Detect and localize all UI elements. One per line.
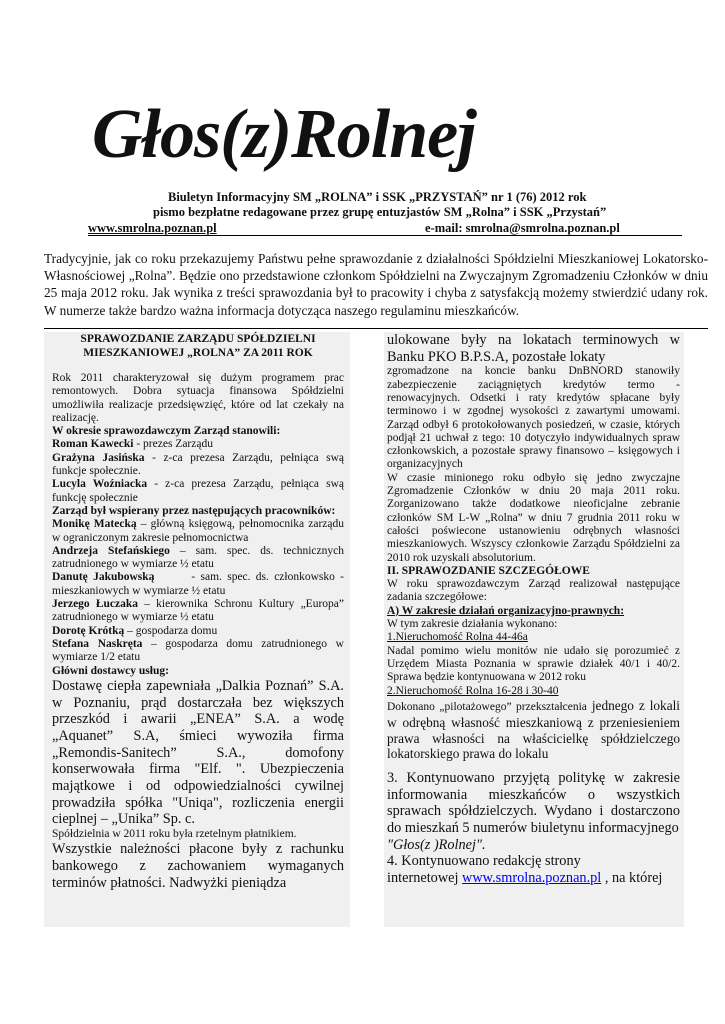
website-paragraph: [387, 870, 680, 887]
staff-member: [52, 518, 344, 545]
staff-member-name: Andrzeja Stefańskiego: [52, 544, 170, 557]
staff-member: [52, 598, 344, 625]
section-divider: [44, 328, 708, 329]
suppliers-paragraph: Dostawę ciepła zapewniała „Dalkia Poznań” S.A. w Poznaniu, prąd dostarczała bez większych przeszkód i awarii „ENEA” S.A. a wodę „Aquanet” S.A, śmieci wywoziła firma „Remondis-Sanitech” S.A., domofony konserwowała firma "Elf. ". Ubezpieczenia majątkowe i od odpowiedzialności cywilnej prowadziła spółka "Uniqa", rozliczenia energii cieplnej – „Unika” Sp. c.: [52, 677, 344, 828]
website-text-start: internetowej: [387, 870, 463, 887]
website-item: 4. Kontynuowano redakcję strony: [387, 853, 581, 870]
email-contact: e-mail: smrolna@smrolna.poznan.pl: [425, 221, 620, 235]
report-title: SPRAWOZDANIE ZARZĄDU SPÓŁDZIELNI MIESZKANIOWEJ „ROLNA” ZA 2011 ROK: [80, 333, 316, 359]
board-member-name: Roman Kawecki: [52, 438, 134, 451]
report-intro-paragraph: Rok 2011 charakteryzował się dużym programem prac remontowych. Dobra sytuacja finansowa Spółdzielni umożliwiła realizacje przedsięwzięć, które od lat czekały na realizację.: [52, 372, 344, 424]
board-member: [52, 478, 344, 505]
header-divider: [88, 235, 682, 236]
staff-member: [52, 638, 344, 665]
staff-member: [52, 571, 347, 598]
staff-member-name: Dorotę Krótką: [52, 624, 125, 637]
section-heading-detailed: II. SPRAWOZDANIE SZCZEGÓŁOWE: [387, 564, 590, 577]
deposits-paragraph: ulokowane były na lokatach terminowych w Banku PKO B.P.S.A, pozostałe lokaty: [387, 332, 680, 365]
staff-member-role: – gospodarza domu zatrudnionego w wymiarze 1/2 etatu: [52, 637, 344, 664]
staff-member-name: Danutę Jakubowską: [52, 571, 155, 584]
tax-paragraph: Spółdzielnia w 2011 roku była rzetelnym płatnikiem.: [52, 828, 297, 841]
suppliers-heading: Główni dostawcy usług:: [52, 664, 169, 677]
staff-member-role: – sam. spec. ds. technicznych zatrudnionego w wymiarze ½ etatu: [52, 544, 344, 571]
tasks-intro: W roku sprawozdawczym Zarząd realizował następujące zadania szczegółowe:: [387, 578, 680, 604]
report-column-left: [44, 332, 350, 927]
board-member: [52, 452, 344, 479]
newsletter-issue-line: Biuletyn Informacyjny SM „ROLNA” i SSK „PRZYSTAŃ” nr 1 (76) 2012 rok: [168, 190, 587, 204]
property-2-paragraph-rest: jednego z lokali w odrębną własność mieszkaniową z przeniesieniem prawa własności na właścicielkę spółdzielczego lokatorskiego prawa do lokalu: [387, 697, 680, 762]
staff-member-role: – gospodarza domu: [124, 624, 218, 637]
staff-member-role: – kierownika Schronu Kultury „Europa” zatrudnionego w wymiarze ½ etatu: [52, 598, 344, 624]
staff-member-role: – główną księgową, pełnomocnika zarządu w ograniczonym zakresie pełnomocnictwa: [52, 518, 345, 544]
intro-paragraph: Tradycyjnie, jak co roku przekazujemy Państwu pełne sprawozdanie z działalności Spółdzielni Mieszkaniowej Lokatorsko-Własnościowej „Rolna”. Będzie ono przedstawione członkom Spółdzielni na Zwyczajnym Zgromadzeniu Członków w dniu 25 maja 2012 roku. Jak wynika z treści sprawozdania był to pracowity i chyba z satysfakcją możemy stwierdzić udany rok. W numerze także bardzo ważna informacja dotycząca naszego regulaminu mieszkańców.: [44, 251, 708, 318]
staff-member-name: Jerzego Łuczaka: [52, 598, 139, 611]
information-policy-paragraph: 3. Kontynuowano przyjętą politykę w zakresie informowania mieszkańców o wszystkich sprawach spółdzielczych. Wydano i dostarczono do mieszkań 5 numerów biuletynu informacyjnego: [387, 769, 680, 836]
staff-member-name: Monikę Matecką: [52, 518, 137, 531]
board-member-role: - z-ca prezesa Zarządu, pełniąca swą funkcję społecznie: [52, 478, 344, 504]
property-2-paragraph-start: Dokonano „pilotażowego” przekształcenia: [387, 700, 587, 713]
report-column-right: [384, 332, 684, 927]
property-item-2: 2.Nieruchomość Rolna 16-28 i 30-40: [387, 684, 559, 697]
payments-paragraph: Wszystkie należności płacone były z rachunku bankowego z zachowaniem wymaganych terminów płatności. Nadwyżki pieniądza: [52, 841, 344, 891]
board-member-name: Lucyla Woźniacka: [52, 478, 148, 491]
staff-member-name: Stefana Naskręta: [52, 637, 143, 650]
property-item-1: 1.Nieruchomość Rolna 44-46a: [387, 631, 528, 644]
scope-paragraph: W tym zakresie działania wykonano:: [387, 618, 558, 631]
board-member-role: - z-ca prezesa Zarządu, pełniąca swą funkcje społecznie.: [52, 451, 344, 478]
board-heading: W okresie sprawozdawczym Zarząd stanowili:: [52, 425, 281, 438]
website-link[interactable]: www.smrolna.poznan.pl: [88, 221, 217, 235]
property-2-paragraph: [387, 698, 680, 762]
bulletin-name: "Głos(z )Rolnej".: [387, 836, 486, 853]
website-inline-link[interactable]: www.smrolna.poznan.pl: [462, 870, 602, 887]
staff-member: [52, 625, 344, 638]
subsection-heading-organizational: A) W zakresie działań organizacyjno-prawnych:: [387, 604, 625, 617]
property-1-paragraph: Nadal pomimo wielu monitów nie udało się porozumieć z Urzędem Miasta Poznania w sprawie działek 40/1 i 40/2. Sprawa będzie kontynuowana w 2012 roku: [387, 644, 680, 684]
staff-heading: Zarząd był wspierany przez następujących pracowników:: [52, 504, 336, 517]
assembly-paragraph: W czasie minionego roku odbyło się jedno zwyczajne Zgromadzenie Członków w dniu 20 maja 2011 roku. Zorganizowano także dodatkowe nieoficjalne zebranie członków SM L-W „Rolna” w dniu 7 grudnia 2011 roku w całości poświecone ustanowieniu odrębnych własności mieszkaniowych. Wszyscy członkowie Zarządu Spółdzielni za 2010 rok uzyskali absolutorium.: [387, 471, 680, 564]
credits-paragraph: zgromadzone na koncie banku DnBNORD stanowiły zabezpieczenie zaciągniętych kredytów termo - renowacyjnych. Odsetki i raty kredytów spłacane były terminowo i w zgodnej wysokości z zawartymi umowami. Zarząd odbył 6 protokołowanych posiedzeń, w czasie, których podjął 21 uchwał z tego: 10 dotyczyło indywidualnych spraw członkowskich, a pozostałe sprawy finansowo – księgowych i organizacyjnych: [387, 365, 680, 471]
newsletter-editorial-line: pismo bezpłatne redagowane przez grupę entuzjastów SM „Rolna” i SSK „Przystań”: [153, 205, 607, 219]
board-member-role: - prezes Zarządu: [133, 438, 213, 451]
newsletter-title: Głos(z)Rolnej: [92, 96, 476, 173]
staff-member-role: - sam. spec. ds. członkowsko - mieszkaniowych w wymiarze ½ etatu: [52, 571, 347, 597]
board-member: [52, 438, 344, 451]
website-text-end: , na której: [601, 870, 663, 887]
staff-member: [52, 545, 344, 572]
board-member-name: Grażyna Jasińska: [52, 451, 145, 464]
